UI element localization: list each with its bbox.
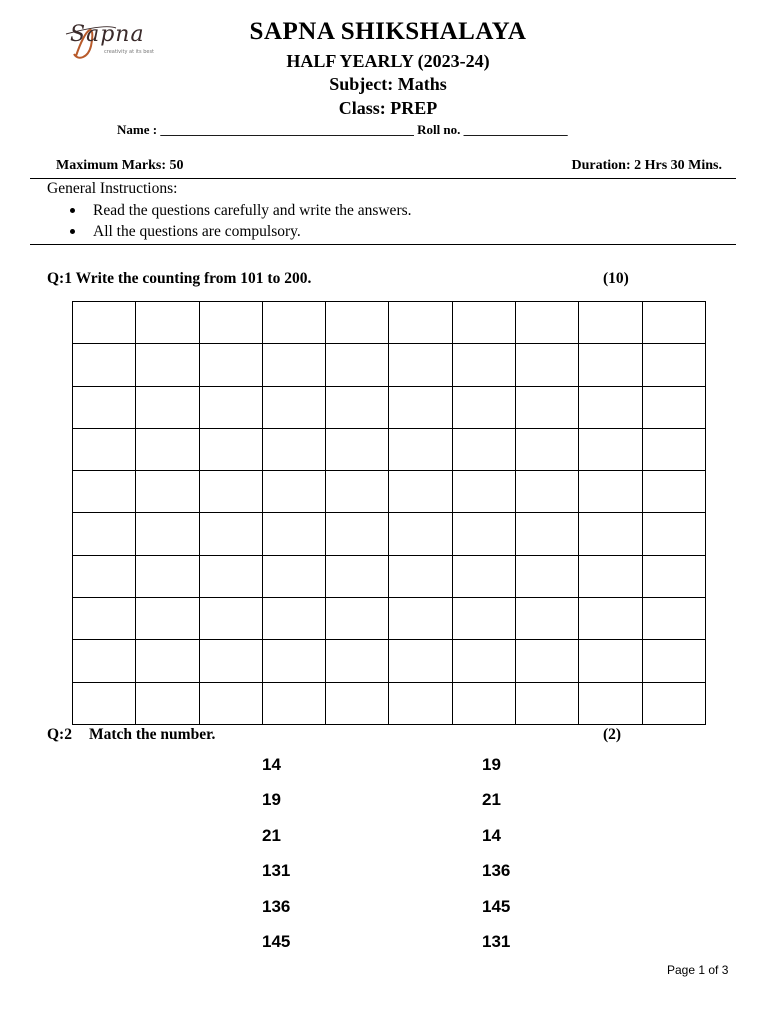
grid-cell[interactable]	[389, 387, 452, 429]
instructions-heading: General Instructions:	[47, 180, 178, 197]
grid-cell[interactable]	[516, 387, 579, 429]
grid-cell[interactable]	[579, 640, 642, 682]
match-right-item: 136	[482, 861, 511, 880]
grid-cell[interactable]	[73, 513, 136, 555]
grid-cell[interactable]	[326, 598, 389, 640]
grid-cell[interactable]	[326, 387, 389, 429]
grid-cell[interactable]	[136, 387, 199, 429]
counting-grid	[72, 301, 706, 725]
grid-cell[interactable]	[453, 471, 516, 513]
grid-cell[interactable]	[263, 598, 326, 640]
grid-cell[interactable]	[136, 556, 199, 598]
grid-cell[interactable]	[200, 598, 263, 640]
grid-cell[interactable]	[326, 513, 389, 555]
match-left-item: 145	[262, 932, 291, 951]
grid-cell[interactable]	[579, 598, 642, 640]
match-left-column	[262, 755, 322, 955]
grid-cell[interactable]	[200, 302, 263, 344]
grid-cell[interactable]	[200, 556, 263, 598]
grid-cell[interactable]	[579, 344, 642, 386]
match-right-item: 21	[482, 790, 501, 809]
instruction-item: Read the questions carefully and write the answers.	[70, 200, 412, 221]
grid-cell[interactable]	[453, 344, 516, 386]
grid-cell[interactable]	[643, 513, 706, 555]
grid-cell[interactable]	[516, 344, 579, 386]
grid-cell[interactable]	[326, 556, 389, 598]
match-right-item: 14	[482, 826, 501, 845]
grid-cell[interactable]	[516, 640, 579, 682]
logo-tagline: creativity at its best	[104, 49, 155, 55]
grid-cell[interactable]	[73, 640, 136, 682]
divider-top	[30, 178, 736, 179]
grid-cell[interactable]	[263, 640, 326, 682]
grid-cell[interactable]	[136, 344, 199, 386]
grid-cell[interactable]	[579, 683, 642, 725]
question-2	[47, 726, 215, 744]
grid-cell[interactable]	[263, 471, 326, 513]
match-left-item: 131	[262, 861, 291, 880]
grid-cell[interactable]	[453, 387, 516, 429]
question-1: Q:1 Write the counting from 101 to 200.	[47, 270, 312, 287]
grid-cell[interactable]	[643, 683, 706, 725]
exam-title: HALF YEARLY (2023-24)	[286, 51, 490, 71]
grid-cell[interactable]	[136, 640, 199, 682]
grid-cell[interactable]	[136, 513, 199, 555]
grid-cell[interactable]	[643, 344, 706, 386]
instruction-item: All the questions are compulsory.	[70, 221, 412, 242]
grid-cell[interactable]	[73, 387, 136, 429]
grid-cell[interactable]	[389, 598, 452, 640]
grid-cell[interactable]	[643, 556, 706, 598]
grid-cell[interactable]	[453, 683, 516, 725]
question-2-marks: (2)	[603, 726, 622, 743]
grid-cell[interactable]	[73, 556, 136, 598]
instructions-list	[70, 200, 412, 242]
grid-cell[interactable]	[136, 429, 199, 471]
grid-cell[interactable]	[453, 429, 516, 471]
grid-cell[interactable]	[73, 598, 136, 640]
class-line: Class: PREP	[338, 98, 438, 118]
grid-cell[interactable]	[326, 683, 389, 725]
grid-cell[interactable]	[263, 344, 326, 386]
grid-cell[interactable]	[136, 598, 199, 640]
grid-cell[interactable]	[453, 598, 516, 640]
grid-cell[interactable]	[326, 302, 389, 344]
grid-cell[interactable]	[200, 471, 263, 513]
grid-cell[interactable]	[389, 344, 452, 386]
grid-cell[interactable]	[453, 513, 516, 555]
match-right-item: 131	[482, 932, 511, 951]
match-right-column	[482, 755, 542, 955]
grid-cell[interactable]	[263, 387, 326, 429]
grid-cell[interactable]	[579, 471, 642, 513]
grid-cell[interactable]	[516, 598, 579, 640]
grid-cell[interactable]	[263, 556, 326, 598]
grid-cell[interactable]	[136, 471, 199, 513]
grid-cell[interactable]	[326, 471, 389, 513]
grid-cell[interactable]	[453, 556, 516, 598]
grid-cell[interactable]	[263, 683, 326, 725]
grid-cell[interactable]	[326, 344, 389, 386]
question-1-marks: (10)	[603, 270, 629, 287]
grid-cell[interactable]	[643, 302, 706, 344]
grid-cell[interactable]	[579, 387, 642, 429]
match-left-item: 14	[262, 755, 281, 774]
grid-cell[interactable]	[579, 302, 642, 344]
grid-cell[interactable]	[516, 429, 579, 471]
grid-cell[interactable]	[389, 556, 452, 598]
grid-cell[interactable]	[200, 344, 263, 386]
question-2-text: Match the number.	[88, 726, 216, 743]
grid-cell[interactable]	[579, 556, 642, 598]
grid-cell[interactable]	[516, 683, 579, 725]
grid-cell[interactable]	[389, 429, 452, 471]
grid-cell[interactable]	[200, 513, 263, 555]
grid-cell[interactable]	[200, 683, 263, 725]
page-number: Page 1 of 3	[667, 963, 729, 977]
grid-cell[interactable]	[73, 429, 136, 471]
grid-cell[interactable]	[643, 640, 706, 682]
grid-cell[interactable]	[136, 683, 199, 725]
divider-bottom	[30, 244, 736, 245]
grid-cell[interactable]	[643, 429, 706, 471]
grid-cell[interactable]	[389, 302, 452, 344]
match-left-item: 136	[262, 897, 291, 916]
school-name: SAPNA SHIKSHALAYA	[249, 18, 527, 45]
match-right-item: 19	[482, 755, 501, 774]
grid-cell[interactable]	[136, 302, 199, 344]
grid-cell[interactable]	[263, 302, 326, 344]
logo-text: Sapna	[70, 22, 145, 47]
grid-cell[interactable]	[326, 640, 389, 682]
question-2-number: Q:2	[47, 726, 72, 743]
grid-cell[interactable]	[516, 513, 579, 555]
grid-cell[interactable]	[516, 471, 579, 513]
grid-cell[interactable]	[643, 598, 706, 640]
grid-cell[interactable]	[73, 302, 136, 344]
grid-cell[interactable]	[453, 640, 516, 682]
grid-cell[interactable]	[263, 429, 326, 471]
duration: Duration: 2 Hrs 30 Mins.	[571, 158, 722, 173]
grid-cell[interactable]	[453, 302, 516, 344]
grid-cell[interactable]	[579, 429, 642, 471]
grid-cell[interactable]	[643, 387, 706, 429]
match-right-item: 145	[482, 897, 511, 916]
grid-cell[interactable]	[326, 429, 389, 471]
subject-line: Subject: Maths	[329, 74, 447, 94]
grid-cell[interactable]	[389, 640, 452, 682]
grid-cell[interactable]	[516, 556, 579, 598]
grid-cell[interactable]	[73, 683, 136, 725]
grid-cell[interactable]	[200, 640, 263, 682]
match-left-item: 19	[262, 790, 281, 809]
maximum-marks: Maximum Marks: 50	[56, 158, 184, 173]
grid-cell[interactable]	[516, 302, 579, 344]
grid-cell[interactable]	[389, 683, 452, 725]
grid-cell[interactable]	[200, 387, 263, 429]
grid-cell[interactable]	[579, 513, 642, 555]
grid-cell[interactable]	[389, 471, 452, 513]
grid-cell[interactable]	[643, 471, 706, 513]
grid-cell[interactable]	[73, 344, 136, 386]
grid-cell[interactable]	[389, 513, 452, 555]
grid-cell[interactable]	[263, 513, 326, 555]
grid-cell[interactable]	[73, 471, 136, 513]
grid-cell[interactable]	[200, 429, 263, 471]
match-left-item: 21	[262, 826, 281, 845]
name-roll-line: Name : _______________________________________ Roll no. ________________	[117, 122, 568, 137]
